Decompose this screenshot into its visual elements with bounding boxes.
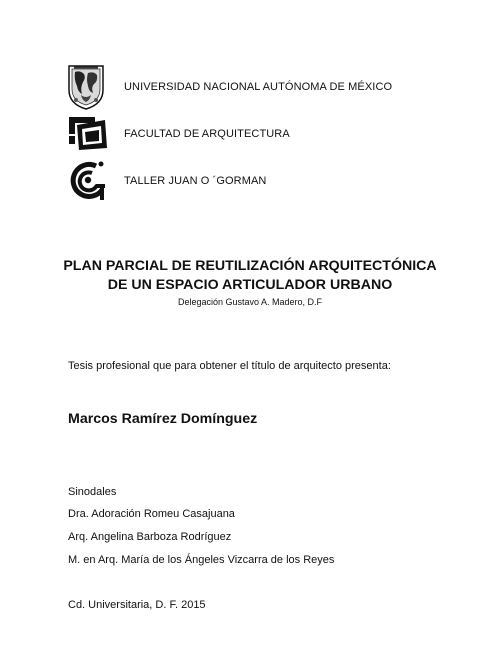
thesis-subtitle: Delegación Gustavo A. Madero, D.F: [177, 297, 323, 307]
committee-member: Dra. Adoración Romeu Casajuana: [68, 508, 235, 520]
thesis-title-line-1: PLAN PARCIAL DE REUTILIZACIÓN ARQUITECTÓNICA: [63, 258, 437, 274]
taller-ogorman-logo: [70, 160, 110, 202]
author-name: Marcos Ramírez Domínguez: [68, 411, 258, 427]
committee-member: Arq. Angelina Barboza Rodríguez: [68, 531, 232, 543]
thesis-title-line-2: DE UN ESPACIO ARTICULADOR URBANO: [107, 277, 393, 293]
facultad-arquitectura-logo: [67, 114, 109, 152]
unam-shield-logo: [66, 64, 106, 110]
thesis-statement: Tesis profesional que para obtener el título de arquitecto presenta:: [68, 360, 391, 372]
committee-member: M. en Arq. María de los Ángeles Vizcarra de los Reyes: [68, 554, 335, 566]
committee-heading: Sinodales: [68, 486, 117, 498]
faculty-name: FACULTAD DE ARQUITECTURA: [124, 128, 290, 140]
place-date: Cd. Universitaria, D. F. 2015: [68, 599, 206, 611]
workshop-name: TALLER JUAN O ´GORMAN: [124, 175, 267, 187]
university-name: UNIVERSIDAD NACIONAL AUTÓNOMA DE MÉXICO: [124, 81, 393, 93]
